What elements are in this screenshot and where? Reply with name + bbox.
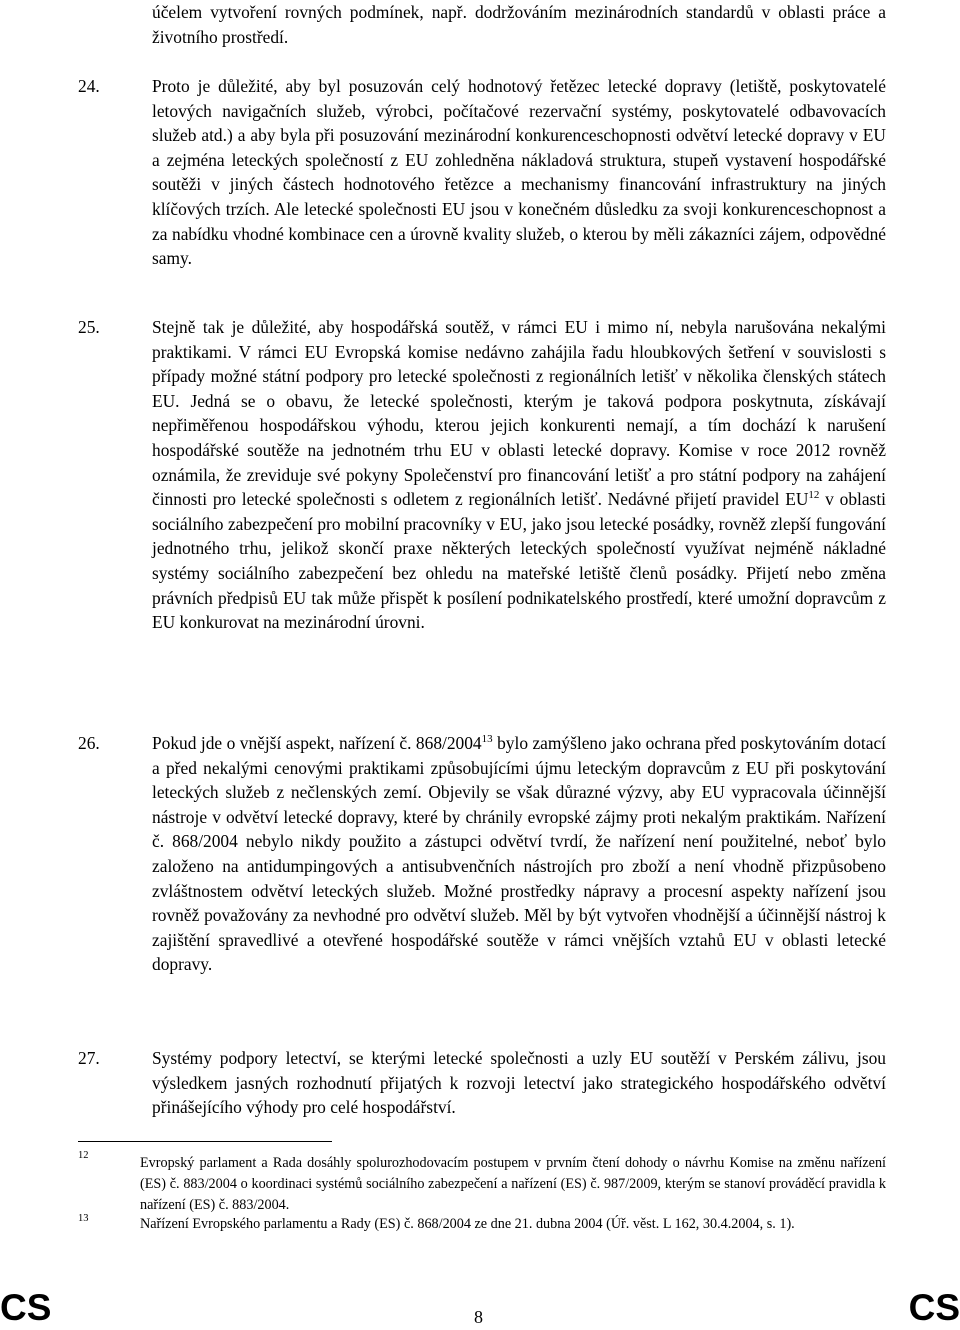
footer-language-right: CS — [908, 1287, 960, 1328]
paragraph-25-text — [152, 315, 886, 635]
paragraph-number-27: 27. — [78, 1048, 100, 1068]
footnote-number-13: 13 — [78, 1213, 89, 1224]
paragraph-26-text-before: Pokud jde o vnější aspekt, nařízení č. 868/2004 — [152, 733, 482, 753]
paragraph-26-text — [152, 731, 886, 977]
paragraph-number-25: 25. — [78, 317, 100, 337]
footer-language-left: CS — [0, 1287, 52, 1328]
paragraph-25-text-after: v oblasti sociálního zabezpečení pro mobilní pracovníky v EU, jako jsou letecké posádky, rovněž zlepší fungování jednotného trhu, jelikož skončí praxe některých leteckých společností využívat nejméně nákladné systémy sociálního zabezpečení bez ohledu na mateřské letiště členů posádky. Přijetí nebo změna právních předpisů EU tak může přispět k posílení podnikatelského prostředí, které umožní dopravcům z EU konkurovat na mezinárodní úrovni. — [152, 489, 886, 633]
footnote-number-12: 12 — [78, 1150, 89, 1161]
footnote-separator — [78, 1141, 332, 1142]
page-number: 8 — [474, 1307, 483, 1327]
footnote-12-text: Evropský parlament a Rada dosáhly spolurozhodovacím postupem v prvním čtení dohody o návrhu Komise na změnu nařízení (ES) č. 883/2004 o koordinaci systémů sociálního zabezpečení a nařízení (ES) č. 987/2009, kterým se stanoví prováděcí pravidla k nařízení (ES) č. 883/2004. — [140, 1155, 886, 1213]
paragraph-24-text: Proto je důležité, aby byl posuzován celý hodnotový řetězec letecké dopravy (letiště, poskytovatelé letových navigačních služeb, výrobci, počítačové rezervační systémy, poskytovatelé odbavovacích služeb atd.) a aby byla při posuzování mezinárodní konkurenceschopnosti odvětví letecké dopravy v EU a zejména leteckých společností z EU zohledněna nákladová struktura, stupeň vystavení hospodářské soutěži v jiných částech hodnotového řetězce a mechanismy financování infrastruktury na jiných klíčových trzích. Ale letecké společnosti EU jsou v konečném důsledku za svoji konkurenceschopnost a za nabídku vhodné kombinace cen a úrovně kvality služeb, o kterou by měli zákazníci zájem, odpovědné samy. — [152, 76, 886, 269]
continuation-text: účelem vytvoření rovných podmínek, např. dodržováním mezinárodních standardů v oblasti práce a životního prostředí. — [152, 2, 886, 47]
footnote-ref-13[interactable]: 13 — [481, 733, 493, 745]
footnote-13-text: Nařízení Evropského parlamentu a Rady (ES) č. 868/2004 ze dne 21. dubna 2004 (Úř. věst. L 162, 30.4.2004, s. 1). — [140, 1216, 795, 1232]
paragraph-number-24: 24. — [78, 76, 100, 96]
paragraph-26-text-after: bylo zamýšleno jako ochrana před poskytováním dotací a před nekalými cenovými praktikami způsobujícími újmu leteckým dopravcům z EU při poskytování leteckých služeb z nečlenských zemí. Objevily se však důrazné výzvy, aby EU vypracovala účinnější nástroje v odvětví letecké dopravy, které by chránily evropské zájmy proti nekalým praktikám. Nařízení č. 868/2004 nebylo nikdy použito a zástupci odvětví tvrdí, že nařízení není použitelné, neboť bylo založeno na antidumpingových a antisubvenčních nástrojích pro zboží a není vhodně přizpůsobeno zvláštnostem odvětví leteckých služeb. Možné prostředky nápravy a procesní aspekty nařízení jsou rovněž považovány za nevhodné pro odvětví služeb. Měl by být vytvořen vhodnější a účinnější nástroj k zajištění spravedlivé a otevřené hospodářské soutěže v rámci vnějších vztahů EU v oblasti letecké dopravy. — [152, 733, 886, 975]
footnote-ref-12[interactable]: 12 — [808, 489, 820, 502]
paragraph-25-text-before: Stejně tak je důležité, aby hospodářská soutěž, v rámci EU i mimo ní, nebyla narušována nekalými praktikami. V rámci EU Evropská komise nedávno zahájila řadu hloubkových šetření v souvislosti s případy možné státní podpory pro letecké společnosti z regionálních letišť v několika členských státech EU. Jedná se o obavu, že letecké společnosti, kterým je taková podpora poskytnuta, získávají nepřiměřenou hospodářskou výhodu, kterou jejich konkurenti nemají, a tím dochází k narušení hospodářské soutěže na jednotném trhu EU v oblasti letecké dopravy. Komise v roce 2012 rovněž oznámila, že zreviduje své pokyny Společenství pro financování letišť a pro státní podpory na zahájení činnosti pro letecké společnosti s odletem z regionálních letišť. Nedávné přijetí pravidel EU — [152, 317, 886, 510]
paragraph-27-text: Systémy podpory letectví, se kterými letecké společnosti a uzly EU soutěží v Perském zálivu, jsou výsledkem jasných rozhodnutí přijatých k rozvoji letectví jako strategického hospodářského odvětví přinášejícího výhody pro celé hospodářství. — [152, 1048, 886, 1118]
paragraph-number-26: 26. — [78, 733, 100, 753]
